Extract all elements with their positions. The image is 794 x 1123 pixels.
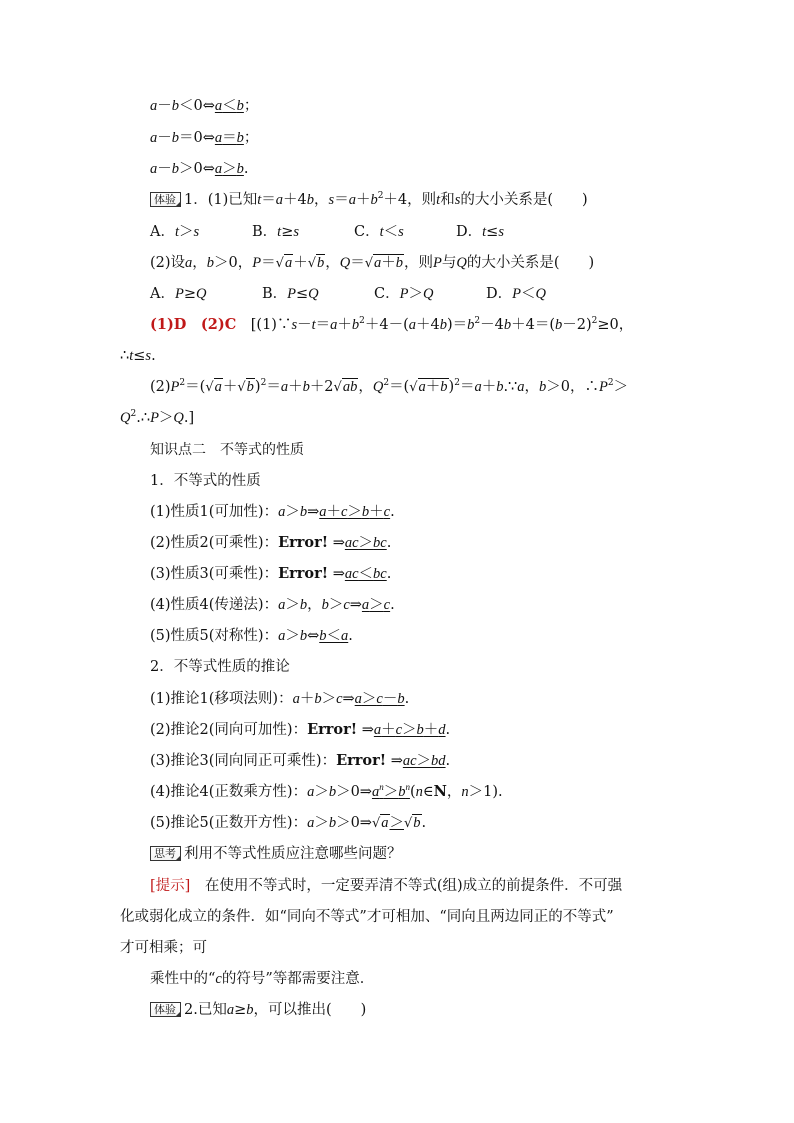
exercise-2-question: 体验 2.已知a≥b，可以推出( ) (150, 1000, 366, 1020)
corollary-1: (1)推论1(移项法则)：a＋b＞c⇒a＞c－b. (150, 691, 410, 707)
option-b: B．P≤Q (262, 286, 319, 302)
exercise-1-answer: (1)D (2)C [$(1)\because s-t=a+b^2+4-(a+4b)=b^2-4b+4=(b-2)^2\ge 0$， (150, 316, 634, 333)
property-5: (5)性质5(对称性)：a＞b⇔b＜a. (150, 628, 353, 644)
subsection-heading-1: 1．不等式的性质 (150, 473, 261, 489)
hint-line-2: 化或弱化成立的条件．如“同向不等式”才可相加、“同向且两边同正的不等式” (120, 909, 614, 925)
subsection-heading-2: 2．不等式性质的推论 (150, 659, 290, 675)
exercise-tag: 体验 (150, 1002, 181, 1017)
hint-line-4: 乘性中的“c的符号”等都需要注意． (150, 971, 375, 987)
option-a: A．P≥Q (150, 286, 207, 302)
hint-label: [提示] (150, 878, 191, 894)
exercise-1-answer-2: $(2)P^2=(√a+√b)^2=a+b+2√ab$，$Q^2=(√a+b)^2=a+b.\because a$，b＞0，$\therefore P^2>$ (150, 378, 629, 395)
corollary-2: (2)推论2(同向可加性)：Error! ⇒a＋c＞b＋d. (150, 721, 451, 738)
option-d: D．P＜Q (486, 286, 546, 302)
relation-line-equal: a－b＝0⇔a＝b； (150, 130, 259, 146)
exercise-1-part-2-options (150, 284, 598, 304)
exercise-1-part-2: (2)设a，b＞0，P＝√a＋√b，Q＝√a＋b，则P与Q的大小关系是( ) (150, 255, 595, 271)
corollary-4: (4)推论4(正数乘方性)：$a>b>0\Rightarrow a^n>b^n(n\in N$，n＞1). (150, 782, 503, 800)
relation-line-less: a－b＜0⇔a＜b； (150, 98, 259, 114)
hint-line-3: 才可相乘；可 (120, 940, 207, 956)
property-3: (3)性质3(可乘性)：Error! ⇒ac＜bc. (150, 565, 392, 582)
exercise-1-answer-cont: ∴t≤s. (120, 348, 156, 364)
corollary-5: (5)推论5(正数开方性)：a＞b＞0⇒√a＞√b. (150, 815, 427, 831)
exercise-tag: 体验 (150, 192, 181, 207)
option-b: B．t≥s (252, 224, 299, 240)
option-c: C．P＞Q (374, 286, 434, 302)
exercise-1-answer-2-cont: $Q^2.\therefore P>Q$.] (120, 409, 195, 426)
think-text: 利用不等式性质应注意哪些问题？ (184, 846, 402, 862)
section-heading: 知识点二 不等式的性质 (150, 442, 304, 458)
hint-line-1: [提示] 在使用不等式时，一定要弄清不等式(组)成立的前提条件．不可强 (150, 878, 623, 894)
relation-line-greater: a－b＞0⇔a＞b. (150, 161, 249, 177)
think-tag: 思考 (150, 846, 181, 861)
option-c: C．t＜s (354, 224, 404, 240)
option-a: A．t＞s (150, 224, 200, 240)
property-2: (2)性质2(可乘性)：Error! ⇒ac＞bc. (150, 534, 392, 551)
exercise-1-question: 体验 1．(1)已知t＝a＋4b，$s=a+b^2+4$，则t和s的大小关系是( ) (150, 190, 588, 210)
corollary-3: (3)推论3(同向同正可乘性)：Error! ⇒ac＞bd. (150, 752, 451, 769)
property-4: (4)性质4(传递法)：a＞b，b＞c⇒a＞c. (150, 597, 395, 613)
think-question (150, 844, 402, 864)
property-1: (1)性质1(可加性)：a＞b⇒a＋c＞b＋c. (150, 504, 395, 520)
option-d: D．t≤s (456, 224, 504, 240)
exercise-1-options (150, 222, 558, 242)
